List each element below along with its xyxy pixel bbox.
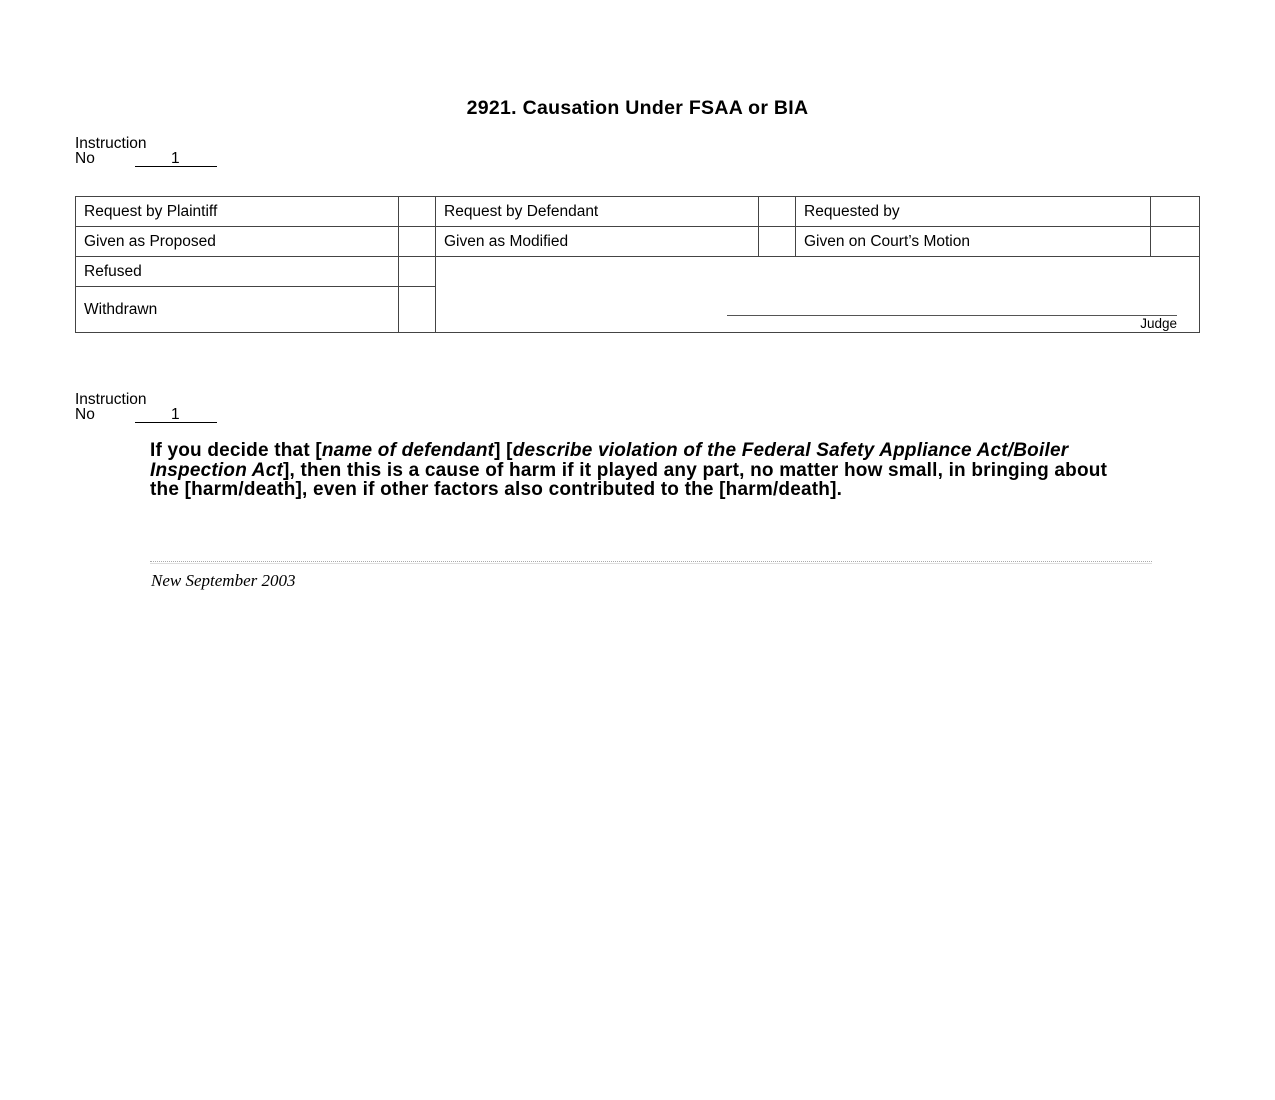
table-row bbox=[76, 227, 1200, 257]
placeholder-defendant-name: name of defendant bbox=[321, 440, 495, 461]
instruction-text-part: If you decide that [ bbox=[150, 440, 322, 461]
refused-label: Refused bbox=[76, 257, 399, 287]
no-label: No bbox=[75, 406, 95, 423]
given-on-courts-motion-label: Given on Court’s Motion bbox=[796, 227, 1151, 257]
given-on-courts-motion-box[interactable] bbox=[1151, 227, 1200, 257]
instruction-text-part: ] [ bbox=[494, 440, 513, 461]
request-by-plaintiff-label: Request by Plaintiff bbox=[76, 197, 399, 227]
request-by-defendant-box[interactable] bbox=[759, 197, 796, 227]
instruction-no-row bbox=[75, 406, 180, 423]
disposition-table bbox=[75, 196, 1200, 333]
refused-box[interactable] bbox=[399, 257, 436, 287]
signature-line[interactable] bbox=[727, 315, 1177, 316]
given-as-modified-box[interactable] bbox=[759, 227, 796, 257]
instruction-label: Instruction bbox=[75, 135, 147, 152]
instruction-number: 1 bbox=[135, 151, 217, 167]
table-row bbox=[76, 257, 1200, 287]
requested-by-box[interactable] bbox=[1151, 197, 1200, 227]
requested-by-label: Requested by bbox=[796, 197, 1151, 227]
placeholder-violation: describe violation of the Federal Safety Appliance Act/Boiler Inspection Act bbox=[150, 440, 1069, 481]
request-by-defendant-label: Request by Defendant bbox=[436, 197, 759, 227]
divider bbox=[150, 563, 1152, 564]
instruction-text-part: ], then this is a cause of harm if it played any part, no matter how small, in bringing about the [harm/death], even if other factors also contributed to the [harm/death]. bbox=[150, 459, 1108, 500]
instruction-number-block-2 bbox=[75, 391, 180, 423]
given-as-proposed-box[interactable] bbox=[399, 227, 436, 257]
given-as-modified-label: Given as Modified bbox=[436, 227, 759, 257]
page-title: 2921. Causation Under FSAA or BIA bbox=[466, 97, 809, 119]
instruction-text bbox=[150, 441, 1130, 500]
instruction-no-row bbox=[75, 150, 180, 167]
instruction-number-block bbox=[75, 135, 180, 167]
table-row bbox=[76, 197, 1200, 227]
withdrawn-label: Withdrawn bbox=[76, 287, 399, 333]
request-by-plaintiff-box[interactable] bbox=[399, 197, 436, 227]
history-note: New September 2003 bbox=[151, 571, 296, 590]
instruction-number: 1 bbox=[135, 407, 217, 423]
withdrawn-box[interactable] bbox=[399, 287, 436, 333]
divider bbox=[150, 561, 1152, 562]
judge-signature-area bbox=[436, 257, 1200, 333]
instruction-label: Instruction bbox=[75, 391, 147, 408]
given-as-proposed-label: Given as Proposed bbox=[76, 227, 399, 257]
judge-label: Judge bbox=[1140, 316, 1177, 331]
no-label: No bbox=[75, 150, 95, 167]
